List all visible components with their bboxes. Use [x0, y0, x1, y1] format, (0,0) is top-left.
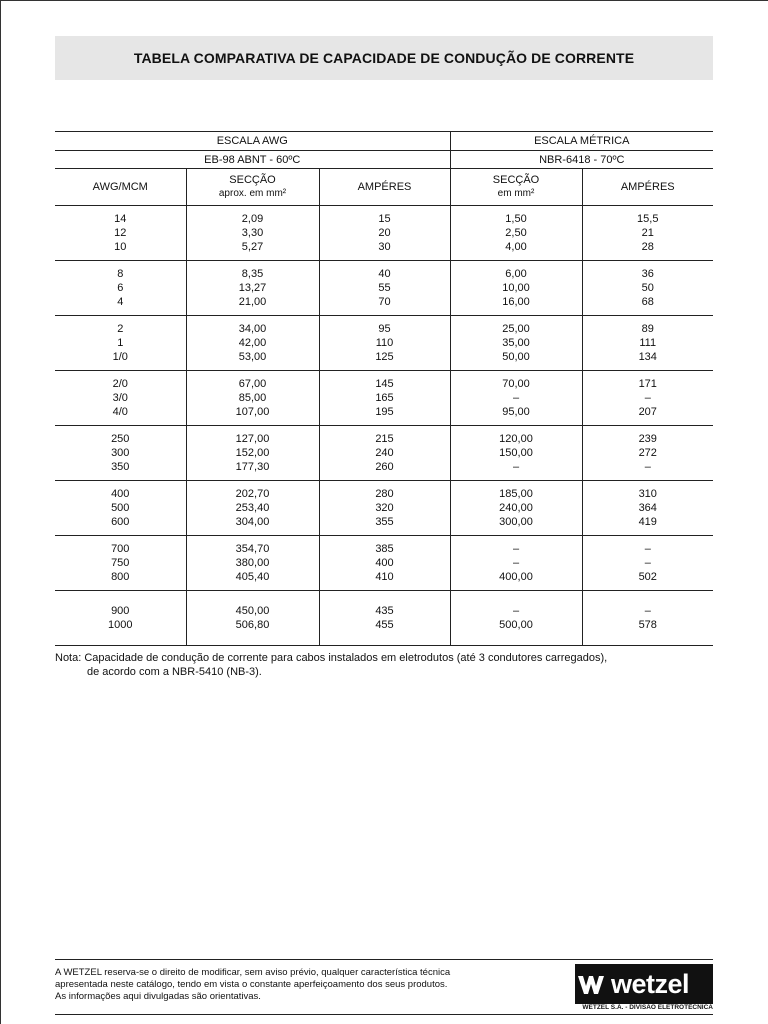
table-cell-sec-met — [450, 206, 582, 261]
header-row-standard — [55, 151, 713, 169]
cell-value: 14 — [114, 213, 127, 225]
cell-value: 125 — [375, 351, 394, 363]
cell-value: – — [512, 543, 520, 555]
comparison-table — [55, 131, 713, 646]
table-cell-awg — [55, 316, 186, 371]
cell-value: 195 — [375, 406, 394, 418]
cell-value: 600 — [111, 516, 130, 528]
cell-value: 150,00 — [499, 447, 533, 459]
table-cell-awg — [55, 536, 186, 591]
cell-value: 20 — [378, 227, 391, 239]
wetzel-w-mark-icon — [575, 964, 609, 1004]
metric-standard-header: NBR-6418 - 70ºC — [450, 151, 713, 169]
metric-scale-header: ESCALA MÉTRICA — [450, 132, 713, 151]
table-cell-amp-met — [582, 536, 713, 591]
cell-value: 111 — [639, 337, 657, 349]
col-header-awg: AWG/MCM — [55, 169, 186, 206]
cell-value: – — [512, 605, 520, 617]
cell-value: – — [644, 461, 651, 473]
cell-value: 240,00 — [499, 502, 533, 514]
cell-value: 2/0 — [112, 378, 128, 390]
table-cell-sec-met — [450, 536, 582, 591]
table-row-group — [55, 591, 713, 646]
cell-value: 253,40 — [235, 502, 270, 514]
table-cell-sec-awg — [186, 536, 319, 591]
table-cell-awg — [55, 206, 186, 261]
col-header-amps-awg: AMPÉRES — [319, 169, 450, 206]
cell-value: 34,00 — [238, 323, 267, 335]
page-title: TABELA COMPARATIVA DE CAPACIDADE DE CONDUÇÃO DE CORRENTE — [133, 50, 635, 66]
cell-value: 900 — [111, 605, 130, 617]
cell-value: 1000 — [108, 619, 133, 631]
footer-disclaimer — [55, 967, 525, 1003]
cell-value: 500,00 — [499, 619, 533, 631]
cell-value: 120,00 — [499, 433, 533, 445]
cell-value: 354,70 — [235, 543, 270, 555]
header-row-columns — [55, 169, 713, 206]
cell-value: 1 — [117, 337, 124, 349]
table-cell-sec-met — [450, 371, 582, 426]
cell-value: 202,70 — [235, 488, 270, 500]
table-cell-sec-met — [450, 426, 582, 481]
table-cell-awg — [55, 481, 186, 536]
logo-subtitle: WETZEL S.A. - DIVISÃO ELETROTÉCNICA — [582, 1004, 713, 1011]
cell-value: 10,00 — [502, 282, 530, 294]
cell-value: 435 — [375, 605, 394, 617]
cell-value: 502 — [638, 571, 657, 583]
col-header-section-metric-line2: em mm² — [497, 188, 535, 199]
cell-value: 355 — [375, 516, 394, 528]
cell-value: 21,00 — [238, 296, 267, 308]
col-header-section-awg-line1: SECÇÃO — [229, 174, 276, 186]
cell-value: 405,40 — [235, 571, 270, 583]
cell-value: 380,00 — [235, 557, 270, 569]
cell-value: 578 — [638, 619, 657, 631]
cell-value: 171 — [638, 378, 657, 390]
cell-value: 152,00 — [235, 447, 270, 459]
col-header-section-awg — [186, 169, 319, 206]
table-row-group — [55, 261, 713, 316]
table-body — [55, 206, 713, 646]
header-row-scale — [55, 132, 713, 151]
cell-value: – — [644, 557, 651, 569]
awg-standard-header: EB-98 ABNT - 60ºC — [55, 151, 450, 169]
cell-value: 55 — [378, 282, 391, 294]
cell-value: 320 — [375, 502, 394, 514]
cell-value: 364 — [638, 502, 657, 514]
cell-value: 700 — [111, 543, 130, 555]
cell-value: 53,00 — [238, 351, 267, 363]
cell-value: 400 — [375, 557, 394, 569]
disclaimer-line-2: apresentada neste catálogo, tendo em vista o constante aperfeiçoamento dos seus produtos. — [55, 979, 448, 990]
table-cell-sec-met — [450, 591, 582, 646]
cell-value: 5,27 — [241, 241, 264, 253]
table-cell-awg — [55, 371, 186, 426]
table-cell-amp-met — [582, 316, 713, 371]
cell-value: 800 — [111, 571, 130, 583]
cell-value: 385 — [375, 543, 394, 555]
cell-value: 400,00 — [499, 571, 533, 583]
disclaimer-line-1: A WETZEL reserva-se o direito de modificar, sem aviso prévio, qualquer característica técnica — [55, 967, 451, 978]
cell-value: 750 — [111, 557, 130, 569]
disclaimer-line-3: As informações aqui divulgadas são orientativas. — [55, 991, 261, 1002]
cell-value: 10 — [114, 241, 127, 253]
footer-divider — [55, 959, 713, 960]
cell-value: 89 — [641, 323, 654, 335]
table-cell-sec-awg — [186, 316, 319, 371]
cell-value: – — [644, 543, 651, 555]
cell-value: 6,00 — [505, 268, 527, 280]
cell-value: 250 — [111, 433, 130, 445]
cell-value: 30 — [378, 241, 391, 253]
cell-value: 70,00 — [502, 378, 530, 390]
table-row-group — [55, 536, 713, 591]
table-row-group — [55, 481, 713, 536]
cell-value: 310 — [638, 488, 657, 500]
cell-value: 304,00 — [235, 516, 270, 528]
table-cell-sec-awg — [186, 261, 319, 316]
cell-value: 2,50 — [505, 227, 527, 239]
note-line-2: de acordo com a NBR-5410 (NB-3). — [87, 666, 262, 678]
cell-value: – — [644, 605, 651, 617]
cell-value: 4,00 — [505, 241, 527, 253]
table-cell-sec-met — [450, 316, 582, 371]
cell-value: 280 — [375, 488, 394, 500]
cell-value: 134 — [638, 351, 657, 363]
cell-value: 260 — [375, 461, 394, 473]
cell-value: 215 — [375, 433, 394, 445]
cell-value: 207 — [638, 406, 657, 418]
cell-value: 177,30 — [235, 461, 270, 473]
cell-value: 25,00 — [502, 323, 530, 335]
table-row-group — [55, 371, 713, 426]
cell-value: 272 — [638, 447, 657, 459]
wetzel-logo — [575, 964, 713, 1004]
table-cell-sec-met — [450, 481, 582, 536]
cell-value: 1/0 — [112, 351, 128, 363]
table-cell-sec-awg — [186, 426, 319, 481]
cell-value: 6 — [117, 282, 124, 294]
cell-value: 21 — [641, 227, 654, 239]
cell-value: 85,00 — [238, 392, 267, 404]
cell-value: 165 — [375, 392, 394, 404]
cell-value: 95,00 — [502, 406, 530, 418]
cell-value: 3,30 — [241, 227, 264, 239]
cell-value: 68 — [641, 296, 654, 308]
table-cell-amp-met — [582, 591, 713, 646]
table-cell-amp-awg — [319, 316, 450, 371]
cell-value: 4 — [117, 296, 124, 308]
table-cell-amp-awg — [319, 426, 450, 481]
table-cell-amp-met — [582, 426, 713, 481]
cell-value: 506,80 — [235, 619, 270, 631]
col-header-section-awg-line2: aprox. em mm² — [218, 188, 287, 199]
table-cell-sec-awg — [186, 481, 319, 536]
table-cell-amp-awg — [319, 481, 450, 536]
table-cell-awg — [55, 591, 186, 646]
cell-value: 67,00 — [238, 378, 267, 390]
cell-value: 500 — [111, 502, 130, 514]
col-header-section-metric — [450, 169, 582, 206]
table-cell-awg — [55, 426, 186, 481]
table-cell-amp-awg — [319, 536, 450, 591]
note — [55, 651, 715, 679]
cell-value: 15,5 — [637, 213, 659, 225]
cell-value: 8 — [117, 268, 124, 280]
awg-scale-header: ESCALA AWG — [55, 132, 450, 151]
table-cell-sec-awg — [186, 206, 319, 261]
cell-value: 419 — [638, 516, 657, 528]
cell-value: 127,00 — [235, 433, 270, 445]
cell-value: 450,00 — [235, 605, 270, 617]
cell-value: 1,50 — [505, 213, 527, 225]
cell-value: 40 — [378, 268, 391, 280]
cell-value: 50 — [641, 282, 654, 294]
cell-value: 400 — [111, 488, 130, 500]
table-cell-sec-awg — [186, 591, 319, 646]
cell-value: 300 — [111, 447, 130, 459]
cell-value: – — [512, 557, 520, 569]
cell-value: 95 — [378, 323, 391, 335]
cell-value: 70 — [378, 296, 391, 308]
cell-value: 15 — [378, 213, 391, 225]
cell-value: 2,09 — [241, 213, 264, 225]
cell-value: 410 — [375, 571, 394, 583]
cell-value: 12 — [114, 227, 127, 239]
cell-value: 350 — [111, 461, 130, 473]
cell-value: 36 — [641, 268, 654, 280]
table-cell-amp-awg — [319, 261, 450, 316]
table-cell-amp-awg — [319, 206, 450, 261]
table-cell-awg — [55, 261, 186, 316]
cell-value: 145 — [375, 378, 394, 390]
logo-wordmark: wetzel — [611, 968, 690, 999]
table-cell-amp-met — [582, 206, 713, 261]
cell-value: 35,00 — [502, 337, 530, 349]
cell-value: 4/0 — [112, 406, 128, 418]
cell-value: 107,00 — [235, 406, 270, 418]
cell-value: 16,00 — [502, 296, 530, 308]
col-header-amps-metric: AMPÉRES — [582, 169, 713, 206]
table-cell-sec-awg — [186, 371, 319, 426]
title-bar — [55, 36, 713, 80]
table-cell-amp-met — [582, 481, 713, 536]
footer-bottom-divider — [55, 1014, 713, 1015]
cell-value: 28 — [641, 241, 654, 253]
cell-value: 3/0 — [112, 392, 128, 404]
col-header-section-metric-line1: SECÇÃO — [492, 174, 540, 186]
cell-value: – — [512, 461, 520, 473]
cell-value: 42,00 — [238, 337, 267, 349]
note-line-1: Nota: Capacidade de condução de corrente para cabos instalados em eletrodutos (até 3 condutores carregados), — [55, 652, 608, 664]
table-cell-amp-met — [582, 371, 713, 426]
cell-value: 50,00 — [502, 351, 530, 363]
table-cell-amp-awg — [319, 371, 450, 426]
cell-value: 185,00 — [499, 488, 533, 500]
table-row-group — [55, 206, 713, 261]
table-row-group — [55, 316, 713, 371]
cell-value: – — [644, 392, 651, 404]
table-cell-amp-met — [582, 261, 713, 316]
table-cell-amp-awg — [319, 591, 450, 646]
cell-value: 8,35 — [241, 268, 264, 280]
cell-value: 2 — [117, 323, 124, 335]
cell-value: 300,00 — [499, 516, 533, 528]
table-cell-sec-met — [450, 261, 582, 316]
cell-value: 240 — [375, 447, 394, 459]
cell-value: 455 — [375, 619, 394, 631]
cell-value: 239 — [638, 433, 657, 445]
cell-value: 13,27 — [238, 282, 267, 294]
table-row-group — [55, 426, 713, 481]
cell-value: – — [512, 392, 520, 404]
cell-value: 110 — [375, 337, 394, 349]
